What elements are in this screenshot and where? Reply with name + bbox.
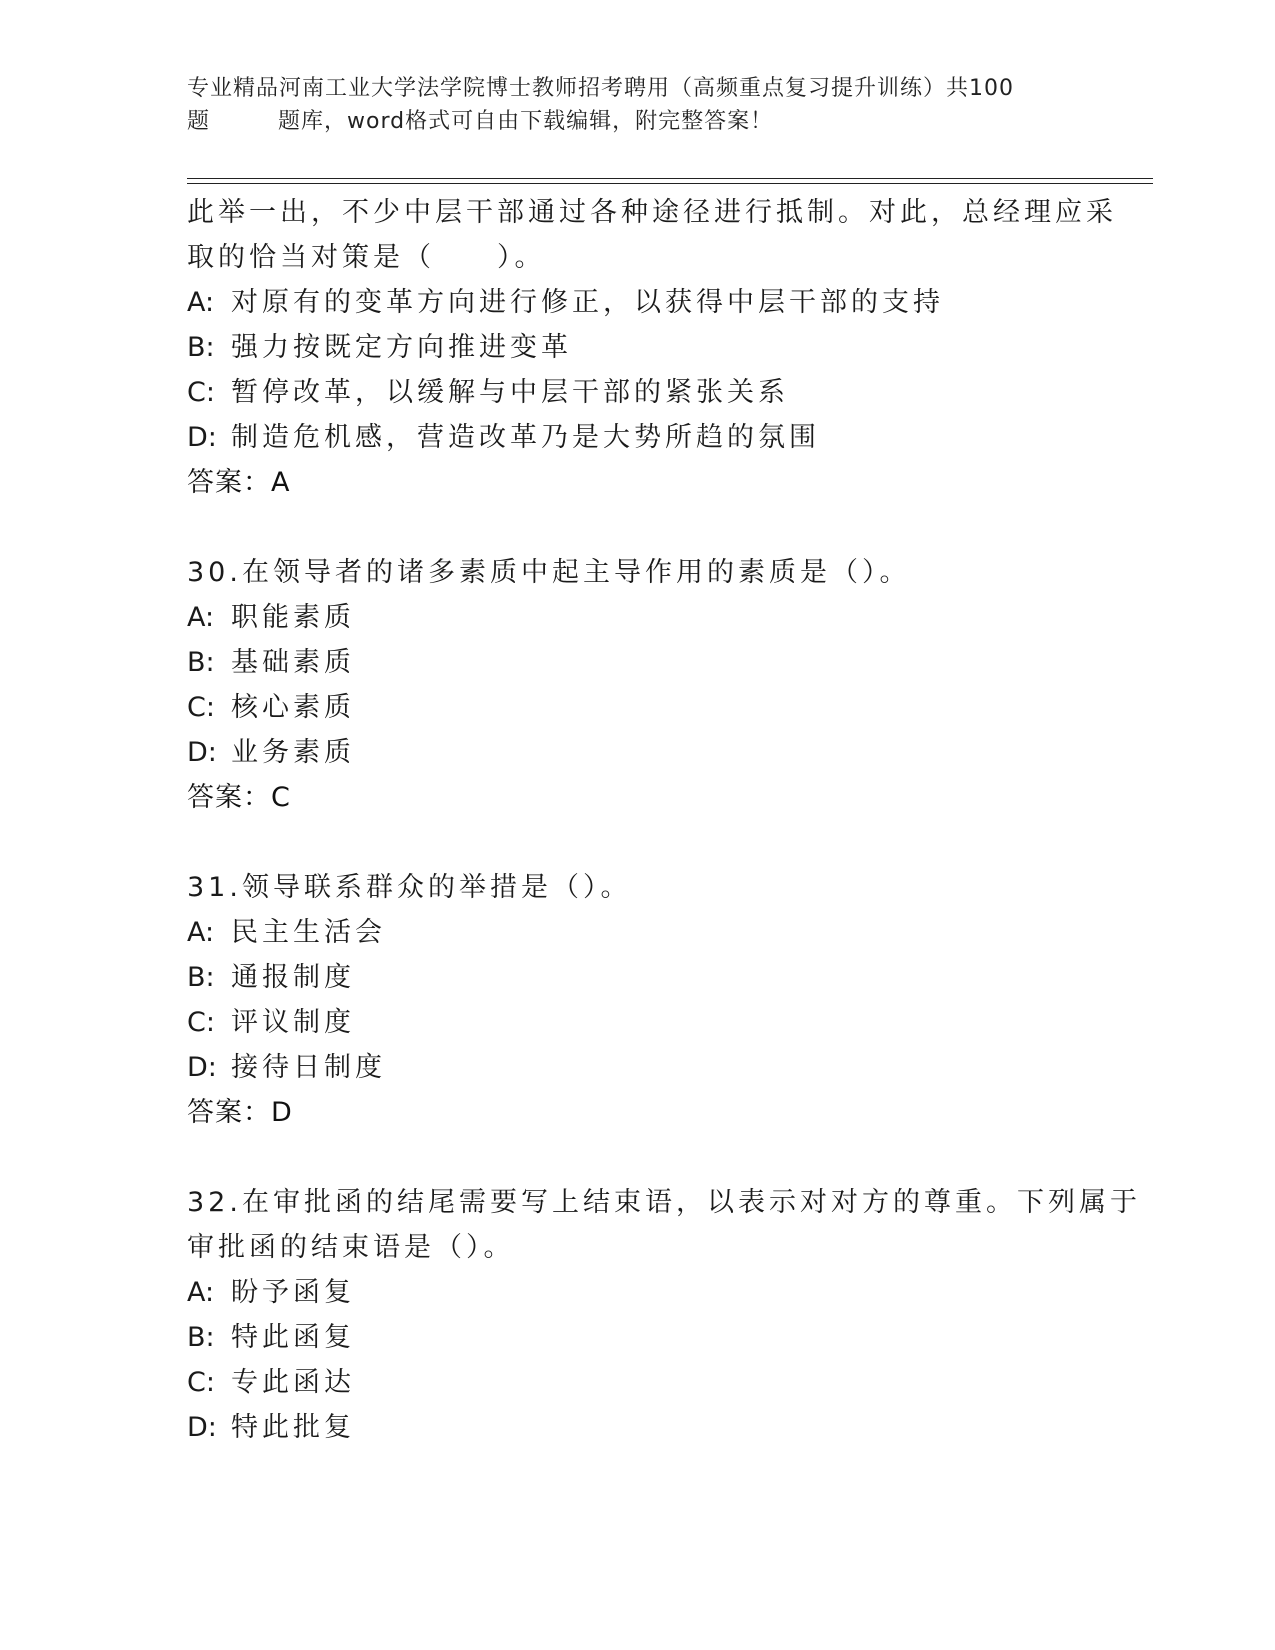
option-letter: C: — [187, 377, 215, 408]
option-d — [187, 1045, 1087, 1090]
option-letter: A: — [187, 917, 215, 948]
question-stem-line: 31.领导联系群众的举措是（）。 — [187, 872, 632, 903]
option-text: 特此批复 — [231, 1412, 355, 1443]
answer-line: 答案：A — [187, 467, 291, 498]
option-letter: D: — [187, 737, 217, 768]
option-text: 暂停改革，以缓解与中层干部的紧张关系 — [231, 377, 789, 408]
option-letter: A: — [187, 602, 215, 633]
option-text: 民主生活会 — [231, 917, 386, 948]
option-text: 强力按既定方向推进变革 — [231, 332, 572, 363]
header-title-line2 — [187, 105, 1087, 138]
option-a — [187, 910, 1087, 955]
header-divider-bottom — [187, 183, 1153, 184]
option-letter: C: — [187, 1007, 215, 1038]
question-stem-line: 此举一出，不少中层干部通过各种途径进行抵制。对此，总经理应采 — [187, 197, 1117, 228]
option-c — [187, 1360, 1087, 1405]
option-text: 业务素质 — [231, 737, 355, 768]
option-letter: D: — [187, 1412, 217, 1443]
option-letter: C: — [187, 692, 215, 723]
question-stem-line: 30.在领导者的诸多素质中起主导作用的素质是（）。 — [187, 557, 911, 588]
question-stem-line: 取的恰当对策是（ ）。 — [187, 242, 546, 273]
header-title-line1: 专业精品河南工业大学法学院博士教师招考聘用（高频重点复习提升训练）共100 — [187, 76, 1014, 101]
option-letter: D: — [187, 1052, 217, 1083]
question-31 — [187, 865, 1087, 1135]
option-text: 职能素质 — [231, 602, 355, 633]
option-b — [187, 640, 1087, 685]
option-letter: B: — [187, 1322, 215, 1353]
option-letter: B: — [187, 962, 215, 993]
answer-line: 答案：C — [187, 782, 291, 813]
option-a — [187, 280, 1087, 325]
option-text: 通报制度 — [231, 962, 355, 993]
question-list — [187, 190, 1141, 1450]
option-d — [187, 730, 1087, 775]
option-text: 对原有的变革方向进行修正，以获得中层干部的支持 — [231, 287, 944, 318]
answer-line: 答案：D — [187, 1097, 293, 1128]
question-30 — [187, 550, 1087, 820]
option-d — [187, 1405, 1087, 1450]
option-d — [187, 415, 1087, 460]
option-a — [187, 1270, 1087, 1315]
option-text: 评议制度 — [231, 1007, 355, 1038]
option-b — [187, 1315, 1087, 1360]
option-letter: A: — [187, 1277, 215, 1308]
option-letter: B: — [187, 332, 215, 363]
option-c — [187, 685, 1087, 730]
option-text: 专此函达 — [231, 1367, 355, 1398]
option-c — [187, 370, 1087, 415]
option-text: 核心素质 — [231, 692, 355, 723]
question-stem-line: 32.在审批函的结尾需要写上结束语，以表示对对方的尊重。下列属于 — [187, 1187, 1141, 1218]
document-header — [187, 72, 1087, 138]
option-b — [187, 955, 1087, 1000]
option-letter: D: — [187, 422, 217, 453]
header-title-line2-right: 题库，word格式可自由下载编辑，附完整答案！ — [278, 109, 774, 134]
question-continued — [187, 190, 1117, 505]
option-text: 制造危机感，营造改革乃是大势所趋的氛围 — [231, 422, 820, 453]
option-text: 特此函复 — [231, 1322, 355, 1353]
header-divider-top — [187, 178, 1153, 179]
option-text: 盼予函复 — [231, 1277, 355, 1308]
option-c — [187, 1000, 1087, 1045]
option-b — [187, 325, 1087, 370]
header-title-line2-left: 题 — [187, 109, 211, 134]
option-text: 基础素质 — [231, 647, 355, 678]
option-a — [187, 595, 1087, 640]
question-stem-line: 审批函的结束语是（）。 — [187, 1232, 515, 1263]
question-32 — [187, 1180, 1141, 1450]
option-letter: B: — [187, 647, 215, 678]
option-text: 接待日制度 — [231, 1052, 386, 1083]
option-letter: A: — [187, 287, 215, 318]
option-letter: C: — [187, 1367, 215, 1398]
